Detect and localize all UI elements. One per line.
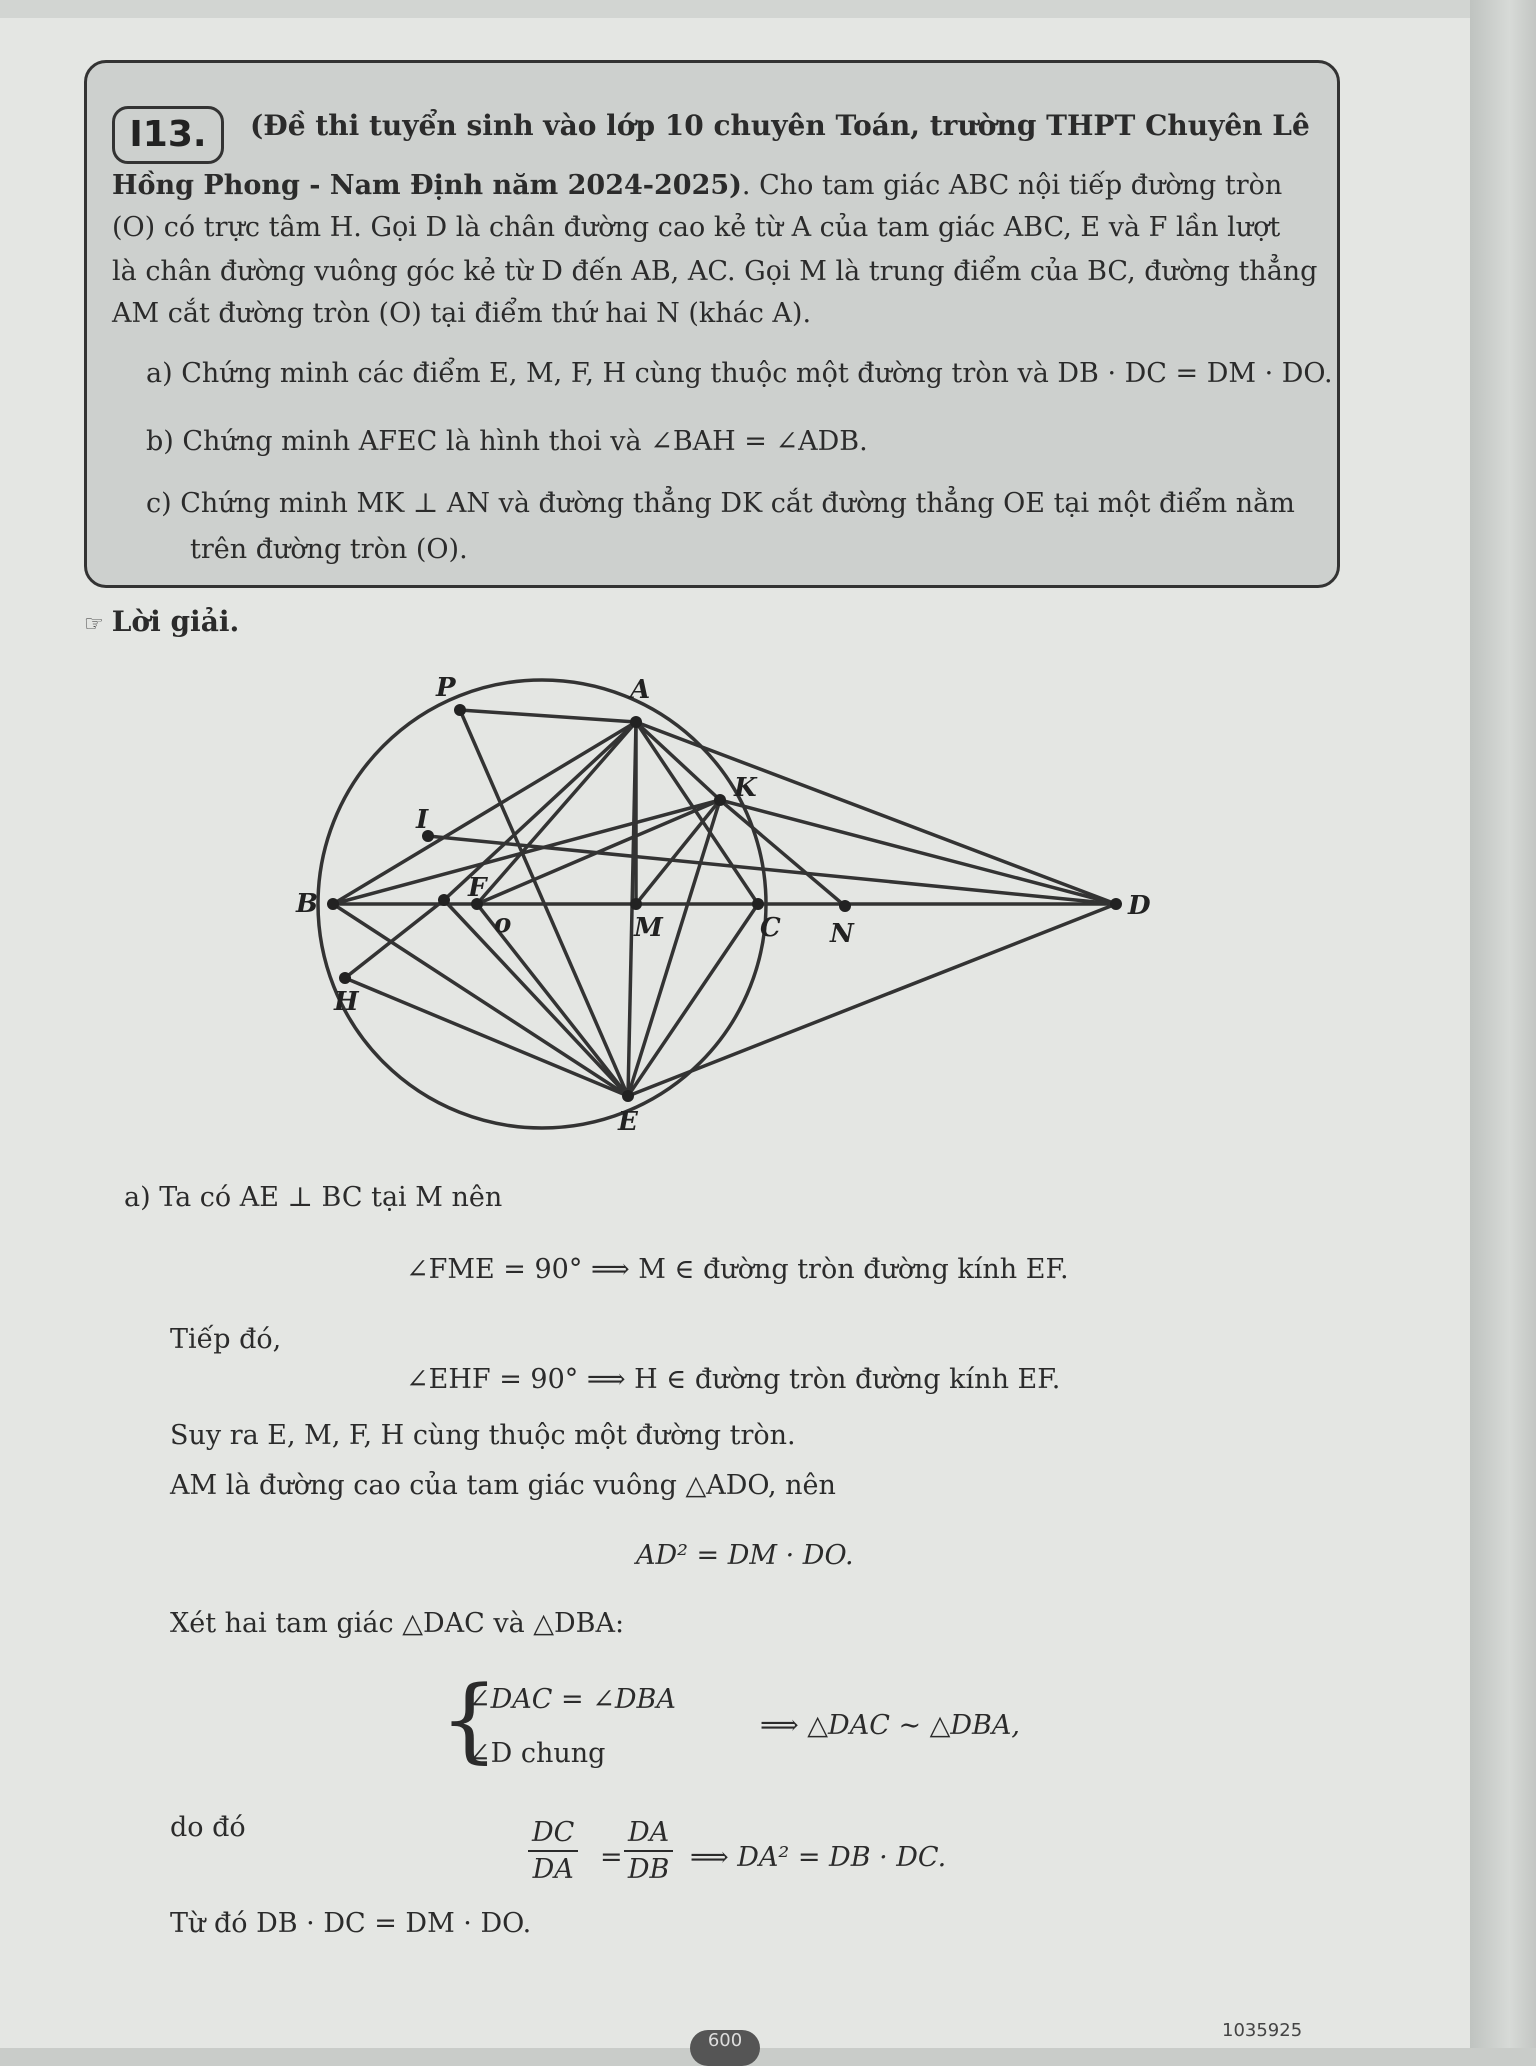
problem-line-4: là chân đường vuông góc kẻ từ D đến AB, AC. Gọi M là trung điểm của BC, đường thẳng [112, 256, 1318, 287]
problem-part-c-line-2: trên đường tròn (O). [190, 534, 468, 565]
fraction-equals: = [600, 1842, 623, 1873]
label-i: I [416, 805, 429, 835]
fraction-dc-da [528, 1816, 578, 1888]
label-f: F [468, 873, 487, 903]
footer-code: 1035925 [1222, 2020, 1303, 2041]
solution-eq-2: ∠EHF = 90° ⟹ H ∈ đường tròn đường kính EF. [406, 1364, 1061, 1395]
label-m: M [634, 913, 663, 943]
solution-heading [84, 605, 239, 638]
problem-line-3: (O) có trực tâm H. Gọi D là chân đường cao kẻ từ A của tam giác ABC, E và F lần lượt [112, 212, 1281, 243]
system-brace: { [440, 1666, 499, 1773]
problem-number: I13. [112, 106, 224, 164]
system-line-2: ∠D chung [468, 1738, 606, 1769]
solution-final: Từ đó DB · DC = DM · DO. [170, 1908, 532, 1939]
label-n: N [830, 919, 854, 949]
problem-line-2-rest: . Cho tam giác ABC nội tiếp đường tròn [741, 170, 1283, 201]
solution-heading-text: Lời giải. [111, 605, 240, 638]
solution-next: Tiếp đó, [170, 1324, 282, 1355]
label-h: H [334, 987, 359, 1017]
solution-am-line: AM là đường cao của tam giác vuông △ADO, nên [170, 1470, 836, 1501]
solution-consider: Xét hai tam giác △DAC và △DBA: [170, 1608, 625, 1639]
geometry-figure [280, 660, 1180, 1140]
fraction-da-db [624, 1816, 673, 1888]
problem-line-2 [112, 170, 1282, 202]
problem-source-cont: Hồng Phong - Nam Định năm 2024-2025) [112, 170, 742, 201]
solution-conclude-1: Suy ra E, M, F, H cùng thuộc một đường tròn. [170, 1420, 796, 1451]
label-c: C [760, 913, 781, 943]
label-b: B [296, 889, 318, 919]
label-o: o [494, 909, 512, 939]
label-a: A [630, 675, 651, 705]
system-result: ⟹ △DAC ∼ △DBA, [760, 1710, 1020, 1741]
label-p: P [436, 673, 456, 703]
solution-a-intro: a) Ta có AE ⊥ BC tại M nên [124, 1182, 503, 1213]
solution-eq-1: ∠FME = 90° ⟹ M ∈ đường tròn đường kính EF. [406, 1254, 1069, 1285]
fraction-1-numerator: DC [528, 1816, 578, 1852]
pointing-hand-icon: ☞ [84, 612, 104, 637]
fraction-2-numerator: DA [624, 1816, 673, 1852]
label-d: D [1128, 891, 1151, 921]
label-e: E [618, 1107, 638, 1137]
system-line-1: ∠DAC = ∠DBA [468, 1684, 676, 1715]
fraction-1-denominator: DA [532, 1854, 574, 1885]
page-edge [1470, 0, 1536, 2048]
problem-source: (Đề thi tuyển sinh vào lớp 10 chuyên Toán, trường THPT Chuyên Lê [250, 109, 1310, 142]
top-strip [0, 0, 1470, 18]
fraction-result: ⟹ DA² = DB · DC. [690, 1842, 947, 1873]
solution-hence: do đó [170, 1812, 246, 1843]
problem-line-5: AM cắt đường tròn (O) tại điểm thứ hai N (khác A). [112, 298, 812, 329]
solution-eq-3: AD² = DM · DO. [636, 1540, 854, 1571]
problem-part-a: a) Chứng minh các điểm E, M, F, H cùng thuộc một đường tròn và DB · DC = DM · DO. [146, 358, 1333, 389]
label-k: K [734, 773, 757, 803]
fraction-2-denominator: DB [627, 1854, 670, 1885]
page-number: 600 [690, 2030, 760, 2066]
problem-part-c-line-1: c) Chứng minh MK ⊥ AN và đường thẳng DK cắt đường thẳng OE tại một điểm nằm [146, 488, 1295, 519]
problem-part-b: b) Chứng minh AFEC là hình thoi và ∠BAH = ∠ADB. [146, 426, 868, 457]
